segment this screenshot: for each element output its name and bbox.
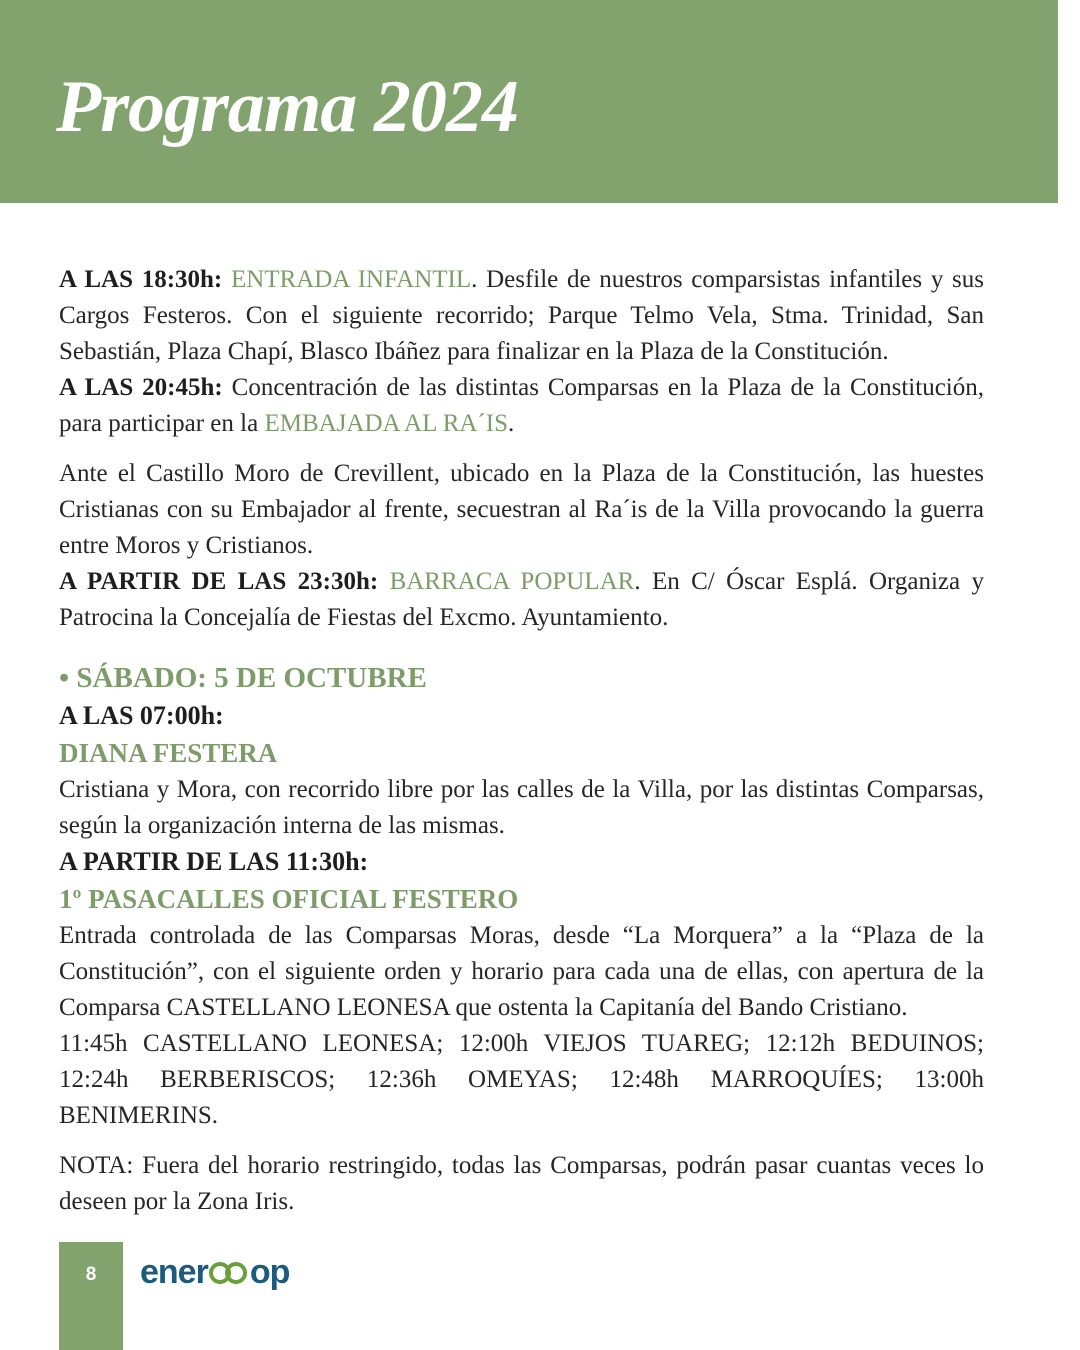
entry-text: . xyxy=(507,410,515,437)
note-text: NOTA: Fuera del horario restringido, todas las Comparsas, podrán pasar cuantas veces lo deseen por la Zona Iris. xyxy=(59,1152,984,1215)
entry-event: BARRACA POPULAR xyxy=(389,568,635,595)
entry-text: . En C/ Óscar Esplá. Organiza y Patrocina la Concejalía de Fiestas del Excmo. Ayuntamiento. xyxy=(59,568,984,631)
schedule-text: 11:45h CASTELLANO LEONESA; 12:00h VIEJOS TUAREG; 12:12h BEDUINOS; 12:24h BERBERISCOS; 12:36h OMEYAS; 12:48h MARROQUÍES; 13:00h BENIMERINS. xyxy=(59,1030,984,1129)
entry-time: A PARTIR DE LAS 11:30h: xyxy=(59,847,369,876)
entry-text: . Desfile de nuestros comparsistas infantiles y sus Cargos Festeros. Con el siguiente recorrido; Parque Telmo Vela, Stma. Trinidad, San Sebastián, Plaza Chapí, Blasco Ibáñez para finalizar en la Plaza de la Constitución. xyxy=(59,266,984,365)
entry-time: A LAS 07:00h: xyxy=(59,701,224,730)
entry-text: Entrada controlada de las Comparsas Moras, desde “La Morquera” a la “Plaza de la Constitución”, con el siguiente orden y horario para cada una de ellas, con apertura de la Comparsa CASTELLANO LEONESA que ostenta la Capitanía del Bando Cristiano. xyxy=(59,922,984,1021)
program-entry xyxy=(59,370,984,442)
header-banner xyxy=(0,0,1058,203)
program-entry xyxy=(59,262,984,370)
page-title: Programa 2024 xyxy=(56,66,518,148)
page-number: 8 xyxy=(85,1264,97,1285)
program-entry xyxy=(59,564,984,636)
entry-text: Concentración de las distintas Comparsas en la Plaza de la Constitución, para participar en la xyxy=(59,374,984,437)
entry-text: Cristiana y Mora, con recorrido libre por las calles de la Villa, por las distintas Comparsas, según la organización interna de las mismas. xyxy=(59,776,984,839)
page-number-bar xyxy=(59,1242,123,1350)
entry-event: DIANA FESTERA xyxy=(59,738,278,768)
entry-event: 1º PASACALLES OFICIAL FESTERO xyxy=(59,884,519,914)
program-paragraph: Ante el Castillo Moro de Crevillent, ubicado en la Plaza de la Constitución, las huestes Cristianas con su Embajador al frente, secuestran al Ra´is de la Villa provocando la guerra entre Moros y Cristianos. xyxy=(59,460,984,559)
entry-time: A LAS 18:30h: xyxy=(59,266,223,293)
logo-text-left: ener xyxy=(140,1253,208,1291)
day-heading: • SÁBADO: 5 DE OCTUBRE xyxy=(59,662,427,694)
entry-time: A PARTIR DE LAS 23:30h: xyxy=(59,568,379,595)
entry-event: ENTRADA INFANTIL xyxy=(230,266,472,293)
logo-rings-icon xyxy=(209,1258,249,1288)
program-content xyxy=(59,262,984,1220)
entry-time: A LAS 20:45h: xyxy=(59,374,223,401)
entry-event: EMBAJADA AL RA´IS xyxy=(264,410,508,437)
enercoop-logo xyxy=(140,1253,289,1292)
logo-text-right: op xyxy=(249,1253,290,1291)
